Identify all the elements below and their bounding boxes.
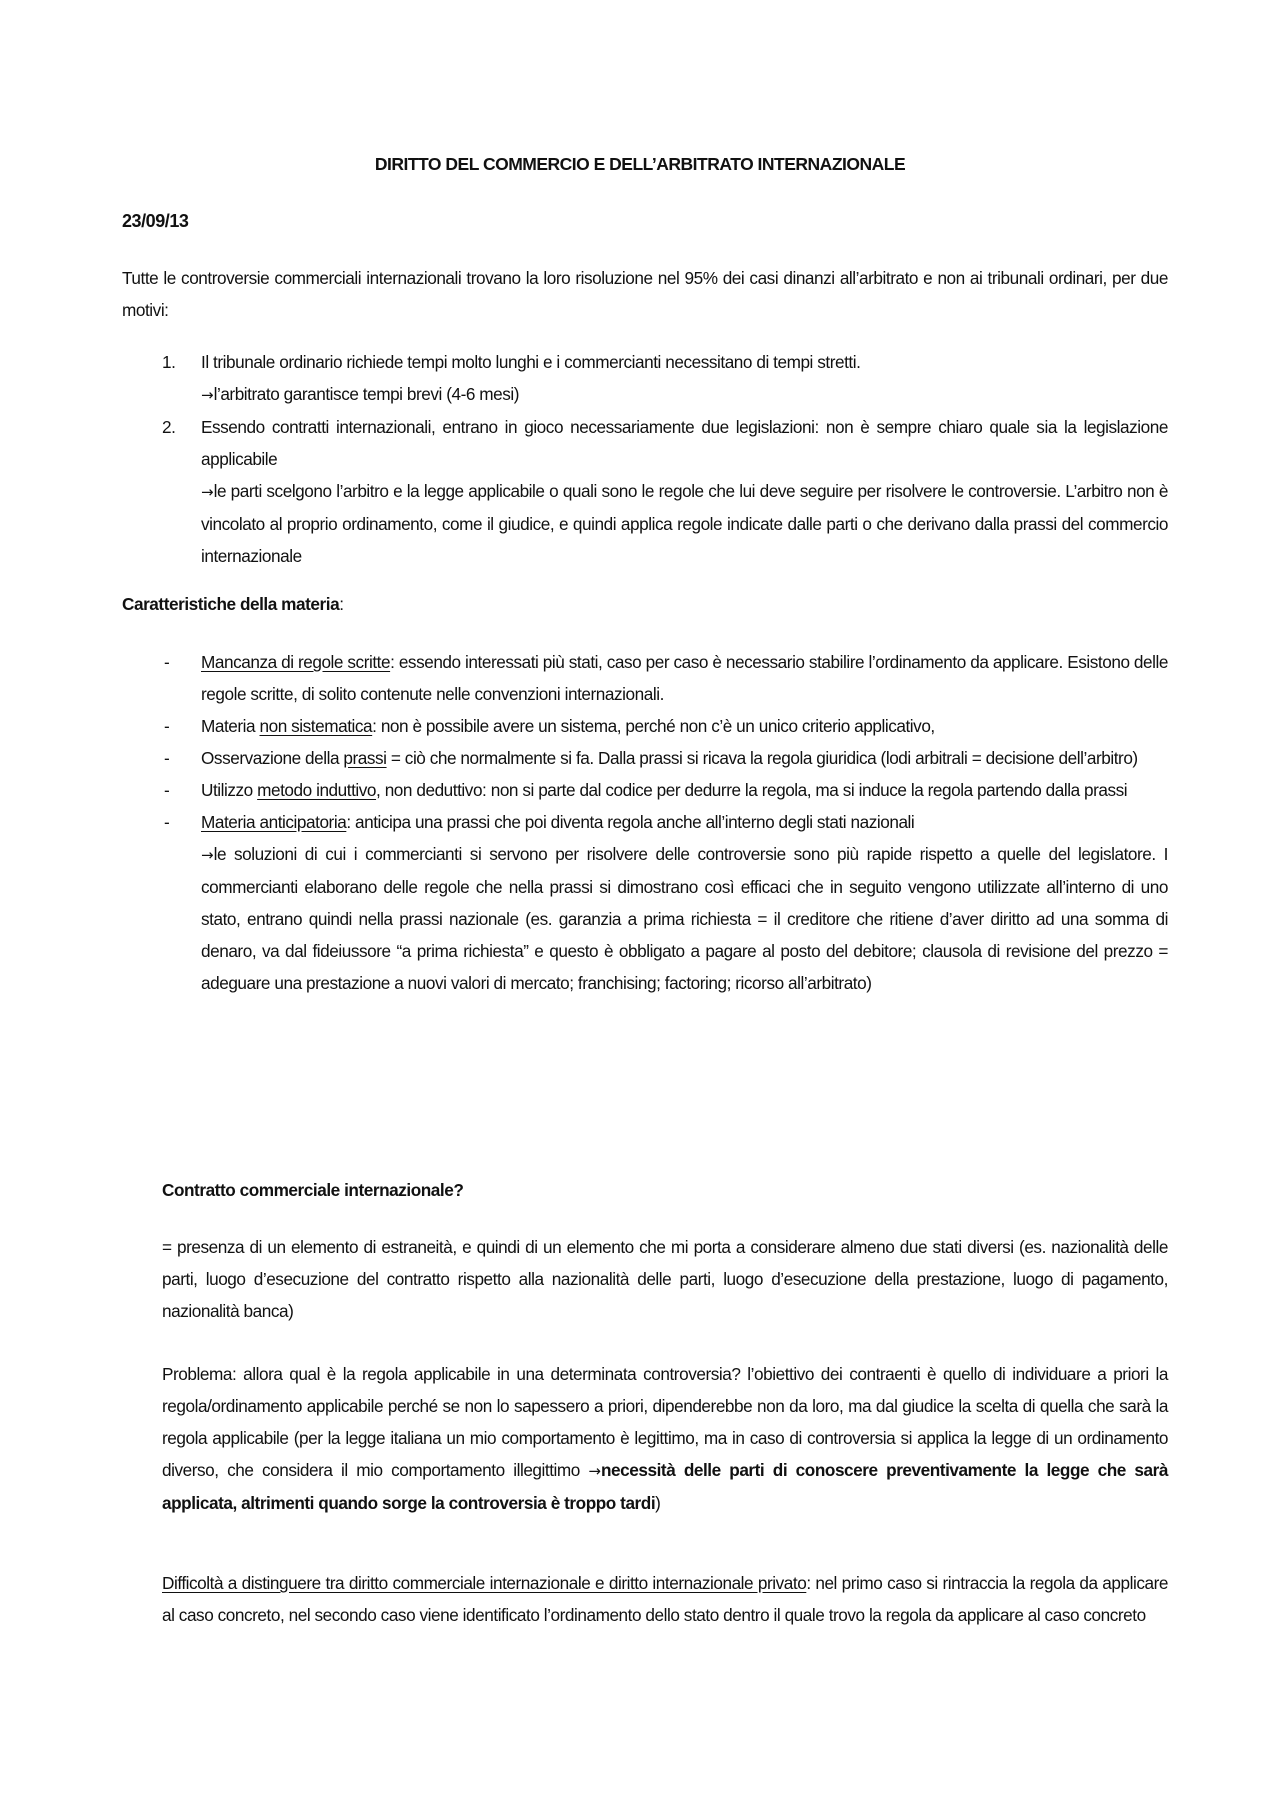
intro-paragraph: [122, 262, 1168, 326]
arrow-right-icon: →: [588, 1462, 601, 1480]
feature-item: - Osservazione della prassi = ciò che normalmente si fa. Dalla prassi si ricava la regola giuridica (lodi arbitrali = decisione dell’arbitro): [122, 742, 1168, 774]
feature-term: non sistematica: [259, 716, 373, 736]
arrow-right-icon: →: [201, 483, 214, 501]
contract-heading: Contratto commerciale internazionale?: [162, 1180, 464, 1200]
reason-text: Essendo contratti internazionali, entrano in gioco necessariamente due legislazioni: non è sempre chiaro quale sia la legislazione applicabile: [201, 417, 1168, 469]
lecture-date: 23/09/13: [122, 211, 189, 231]
problem-paragraph: Problema: allora qual è la regola applicabile in una determinata controversia? l’obiettivo dei contraenti è quello di individuare a priori la regola/ordinamento applicabile perché se non lo sapessero a priori, dipenderebbe non da loro, ma dal giudice la scelta di quella che sarà la regola applicabile (per la legge italiana un mio comportamento è legittimo, ma in caso di controversia si applica la legge di un ordinamento diverso, che considera il mio comportamento illegittimo →necessità delle parti di conoscere preventivamente la legge che sarà applicata, altrimenti quando sorge la controversia è troppo tardi): [162, 1364, 1168, 1513]
feature-item: - Materia anticipatoria: anticipa una prassi che poi diventa regola anche all’interno degli stati nazionali →le soluzioni di cui i commercianti si servono per risolvere delle controversie sono più rapide rispetto a quelle del legislatore. I commercianti elaborano delle regole che nella prassi si dimostrano così efficaci che in seguito vengono utilizzate all’interno di uno stato, entrano quindi nella prassi nazionale (es. garanzia a prima richiesta = il creditore che ritiene d’aver diritto ad una somma di denaro, va dal fideiussore “a prima richiesta” e questo è obbligato a pagare al posto del debitore; clausola di revisione del prezzo = adeguare una prestazione a nuovi valori di mercato; franchising; factoring; ricorso all’arbitrato): [122, 806, 1168, 999]
bullet-dash: -: [164, 812, 170, 832]
feature-term: Materia anticipatoria: [201, 812, 347, 832]
feature-consequence: →le soluzioni di cui i commercianti si servono per risolvere delle controversie sono più rapide rispetto a quelle del legislatore. I commercianti elaborano delle regole che nella prassi si dimostrano così efficaci che in seguito vengono utilizzate all’interno di uno stato, entrano quindi nella prassi nazionale (es. garanzia a prima richiesta = il creditore che ritiene d’aver diritto ad una somma di denaro, va dal fideiussore “a prima richiesta” e questo è obbligato a pagare al posto del debitore; clausola di revisione del prezzo = adeguare una prestazione a nuovi valori di mercato; franchising; factoring; ricorso all’arbitrato): [201, 844, 1168, 993]
intro-text: Tutte le controversie commerciali internazionali trovano la loro risoluzione nel 95% dei casi dinanzi all’arbitrato e non ai tribunali ordinari, per due motivi:: [122, 268, 1168, 320]
feature-term: Mancanza di regole scritte: [201, 652, 391, 672]
reason-consequence: →l’arbitrato garantisce tempi brevi (4-6 mesi): [201, 384, 520, 404]
feature-item: - Materia non sistematica: non è possibile avere un sistema, perché non c’è un unico criterio applicativo,: [122, 710, 1168, 742]
reason-item: [122, 346, 1168, 411]
difficulty-paragraph: Difficoltà a distinguere tra diritto commerciale internazionale e diritto internazionale privato: nel primo caso si rintraccia la regola da applicare al caso concreto, nel secondo caso viene identificato l’ordinamento dello stato dentro il quale trovo la regola da applicare al caso concreto: [162, 1573, 1169, 1625]
features-list: [122, 646, 1168, 999]
features-heading: Caratteristiche della materia:: [122, 594, 344, 614]
feature-item: - Utilizzo metodo induttivo, non deduttivo: non si parte dal codice per dedurre la regola, ma si induce la regola partendo dalla prassi: [122, 774, 1168, 806]
document-title: DIRITTO DEL COMMERCIO E DELL’ARBITRATO INTERNAZIONALE: [374, 154, 906, 174]
reason-number: 1.: [162, 352, 176, 372]
arrow-right-icon: →: [201, 386, 214, 404]
bullet-dash: -: [164, 748, 170, 768]
bullet-dash: -: [164, 716, 170, 736]
reason-item: [122, 411, 1168, 572]
reason-text: Il tribunale ordinario richiede tempi molto lunghi e i commercianti necessitano di tempi stretti.: [201, 352, 861, 372]
reasons-list: [122, 346, 1168, 572]
difficulty-term: Difficoltà a distinguere tra diritto commerciale internazionale e diritto internazionale privato: [162, 1573, 807, 1593]
bullet-dash: -: [164, 780, 170, 800]
problem-conclusion: necessità delle parti di conoscere preventivamente la legge che sarà applicata, altrimenti quando sorge la controversia è troppo tardi: [162, 1460, 1168, 1513]
feature-term: metodo induttivo: [257, 780, 377, 800]
reason-number: 2.: [162, 417, 176, 437]
bullet-dash: -: [164, 652, 170, 672]
feature-item: - Mancanza di regole scritte: essendo interessati più stati, caso per caso è necessario stabilire l’ordinamento da applicare. Esistono delle regole scritte, di solito contenute nelle convenzioni internazionali.: [122, 646, 1168, 710]
feature-term: prassi: [343, 748, 387, 768]
arrow-right-icon: →: [201, 846, 214, 864]
reason-consequence: →le parti scelgono l’arbitro e la legge applicabile o quali sono le regole che lui deve seguire per risolvere le controversie. L’arbitro non è vincolato al proprio ordinamento, come il giudice, e quindi applica regole indicate dalle parti o che derivano dalla prassi del commercio internazionale: [201, 481, 1168, 566]
contract-definition: = presenza di un elemento di estraneità, e quindi di un elemento che mi porta a considerare almeno due stati diversi (es. nazionalità delle parti, luogo d’esecuzione del contratto rispetto alla nazionalità delle parti, luogo d’esecuzione della prestazione, luogo di pagamento, nazionalità banca): [162, 1237, 1168, 1321]
